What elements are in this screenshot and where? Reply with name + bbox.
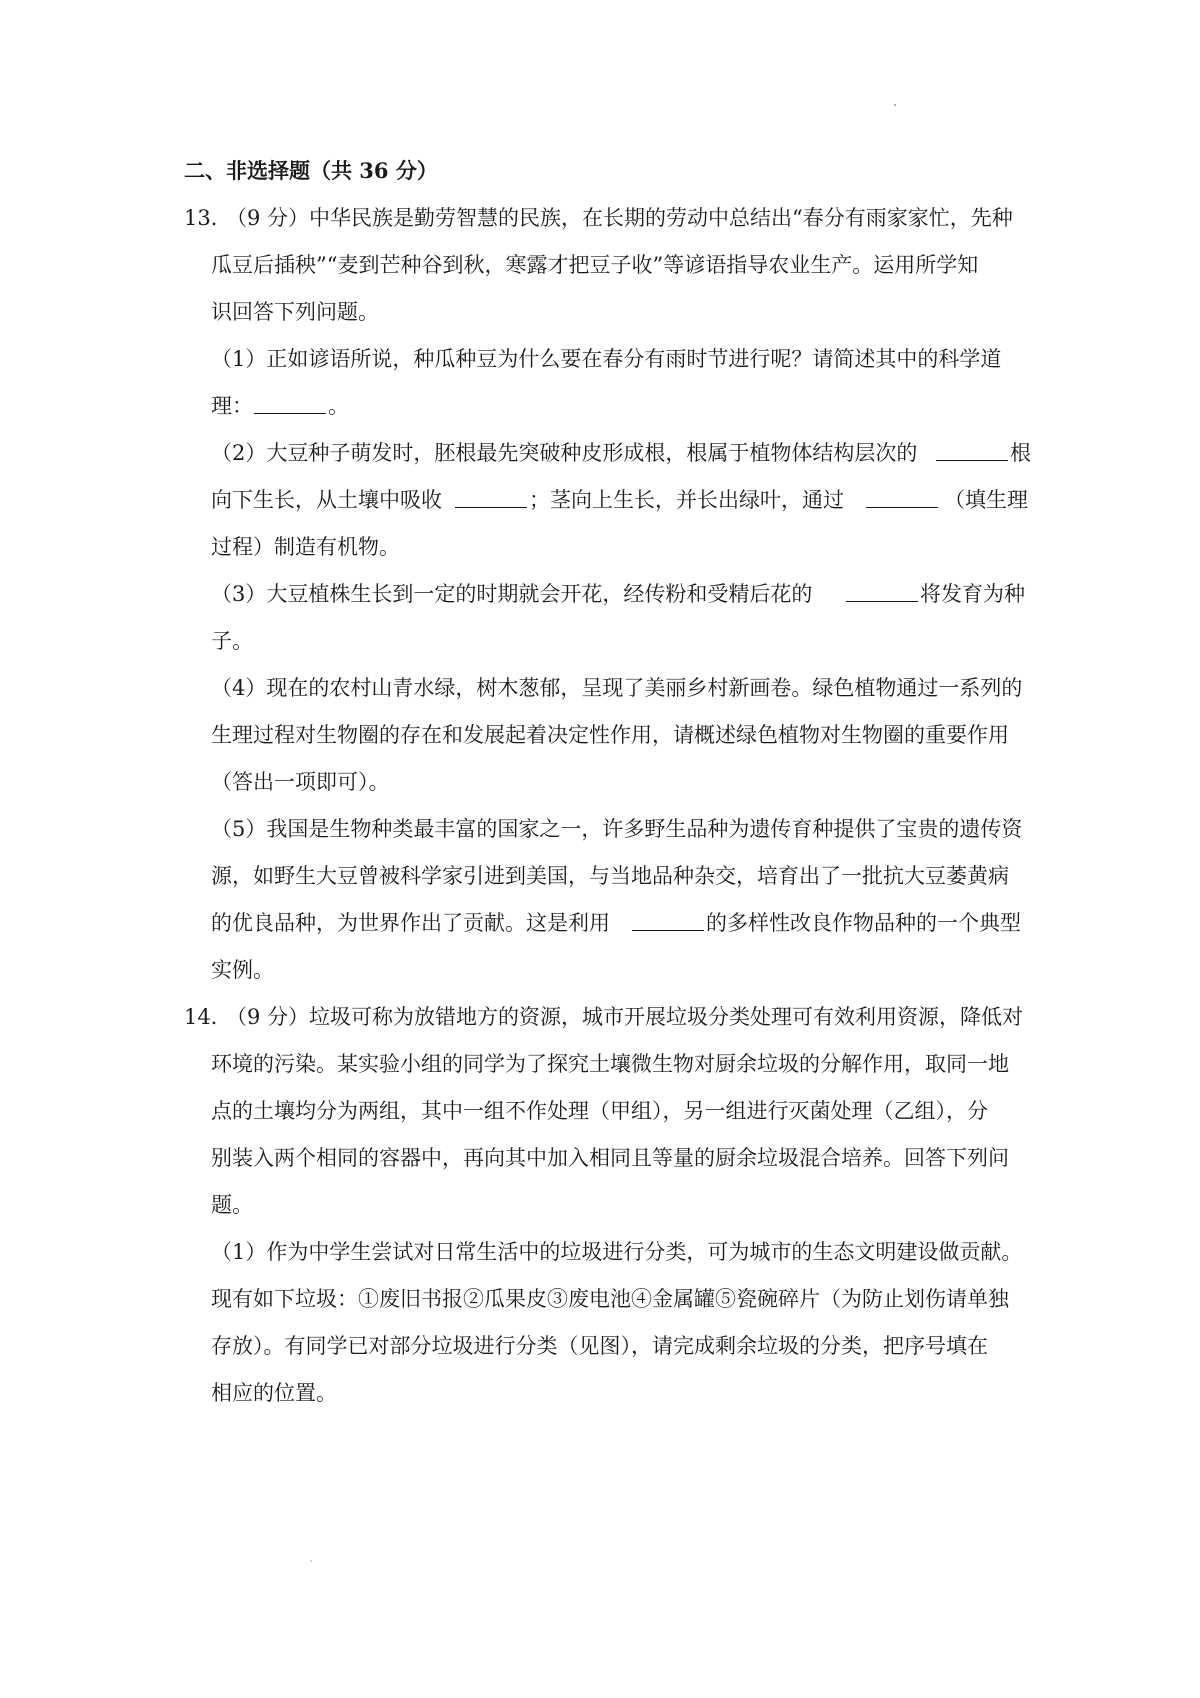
- q13-part2-blank-process[interactable]: [866, 485, 938, 508]
- q13-part3-text-1b: 将发育为种: [920, 582, 1025, 606]
- q14-number: 14．: [184, 1005, 232, 1029]
- q13-part2-blank-absorb[interactable]: [455, 485, 527, 508]
- q14-part1-text-1: （1）作为中学生尝试对日常生活中的垃圾进行分类，可为城市的生态文明建设做贡献。: [211, 1240, 1023, 1264]
- q13-part1-text-2b: 。: [328, 394, 349, 418]
- q13-part3-text-2: 子。: [211, 629, 253, 653]
- q13-part2-text-2c: （填生理: [944, 488, 1028, 512]
- q13-part4-text-3: （答出一项即可）。: [211, 770, 390, 794]
- q13-stem-text-2: 瓜豆后插秧”“麦到芒种谷到秋，寒露才把豆子收”等谚语指导农业生产。运用所学知: [211, 253, 979, 277]
- q14-part1-text-4: 相应的位置。: [211, 1381, 337, 1405]
- q13-part2-text-1a: （2）大豆种子萌发时，胚根最先突破种皮形成根，根属于植物体结构层次的: [211, 441, 918, 465]
- q13-part1-answer-blank[interactable]: [254, 391, 326, 414]
- q14-stem-text-4: 别装入两个相同的容器中，再向其中加入相同且等量的厨余垃圾混合培养。回答下列问: [211, 1146, 1009, 1170]
- q13-part5-text-2: 源，如野生大豆曾被科学家引进到美国，与当地品种杂交，培育出了一批抗大豆萎黄病: [211, 864, 1009, 888]
- q13-part5-text-3b: 的多样性改良作物品种的一个典型: [706, 911, 1021, 935]
- q13-stem-text-1: （9 分）中华民族是勤劳智慧的民族，在长期的劳动中总结出“春分有雨家家忙，先种: [226, 206, 1013, 230]
- q13-part5-text-1: （5）我国是生物种类最丰富的国家之一，许多野生品种为遗传育种提供了宝贵的遗传资: [211, 817, 1023, 841]
- q14-stem-text-3: 点的土壤均分为两组，其中一组不作处理（甲组），另一组进行灭菌处理（乙组），分: [211, 1099, 988, 1123]
- q13-part5-blank-diversity[interactable]: [632, 908, 704, 931]
- q13-number: 13．: [184, 206, 232, 230]
- scan-speck-bottom: [310, 1560, 312, 1562]
- q13-part5-text-3a: 的优良品种，为世界作出了贡献。这是利用: [211, 911, 610, 935]
- q14-part1-text-2: 现有如下垃圾：①废旧书报②瓜果皮③废电池④金属罐⑤瓷碗碎片（为防止划伤请单独: [211, 1287, 1009, 1311]
- q13-part1-text-2a: 理：: [211, 394, 253, 418]
- q14-stem-text-5: 题。: [211, 1193, 253, 1217]
- q13-part4-text-1: （4）现在的农村山青水绿，树木葱郁，呈现了美丽乡村新画卷。绿色植物通过一系列的: [211, 676, 1023, 700]
- q13-stem-text-3: 识回答下列问题。: [211, 300, 379, 324]
- q14-stem-text-2: 环境的污染。某实验小组的同学为了探究土壤微生物对厨余垃圾的分解作用，取同一地: [211, 1052, 1009, 1076]
- q13-part5-text-4: 实例。: [211, 958, 274, 982]
- q14-part1-text-3: 存放）。有同学已对部分垃圾进行分类（见图），请完成剩余垃圾的分类，把序号填在: [211, 1334, 988, 1358]
- q13-part2-text-2a: 向下生长，从土壤中吸收: [211, 488, 442, 512]
- q14-stem-text-1: （9 分）垃圾可称为放错地方的资源，城市开展垃圾分类处理可有效利用资源，降低对: [226, 1005, 1024, 1029]
- section-title: 二、非选择题（共 36 分）: [184, 158, 438, 183]
- q13-part3-text-1a: （3）大豆植株生长到一定的时期就会开花，经传粉和受精后花的: [211, 582, 813, 606]
- q13-part2-text-2b: ；茎向上生长，并长出绿叶，通过: [529, 488, 844, 512]
- q13-part2-blank-structure-level[interactable]: [936, 438, 1008, 461]
- scan-speck: [894, 104, 896, 106]
- q13-part1-text-1: （1）正如谚语所说，种瓜种豆为什么要在春分有雨时节进行呢？请简述其中的科学道: [211, 347, 1002, 371]
- q13-part2-text-1b: 根: [1010, 441, 1031, 465]
- q13-part2-text-3: 过程）制造有机物。: [211, 535, 400, 559]
- q13-part3-blank-flower-part[interactable]: [846, 579, 918, 602]
- q13-part4-text-2: 生理过程对生物圈的存在和发展起着决定性作用，请概述绿色植物对生物圈的重要作用: [211, 723, 1009, 747]
